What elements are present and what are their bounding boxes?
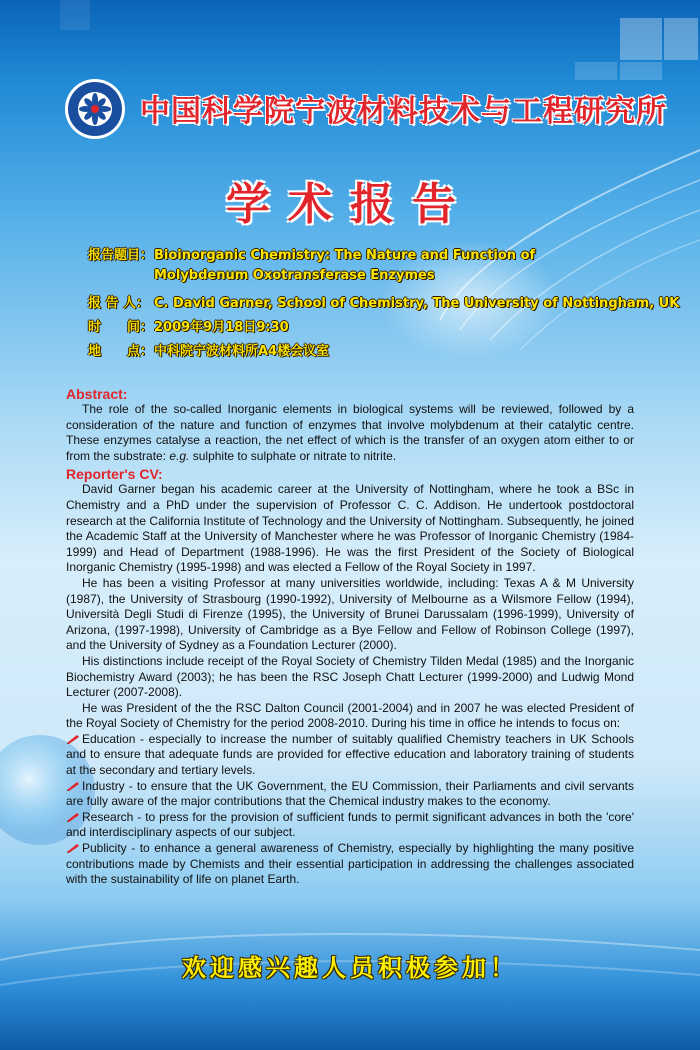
speaker-row bbox=[88, 292, 680, 316]
abstract-text bbox=[66, 402, 634, 464]
topic-label: 报告题目： bbox=[88, 248, 154, 263]
pencil-icon bbox=[66, 812, 80, 822]
focus-item-text: Industry - to ensure that the UK Government, the EU Commission, their Parliaments and civil servants are fully aware of the major contributions that the Chemical industry makes to the economy. bbox=[66, 778, 634, 809]
talk-info bbox=[88, 244, 680, 364]
focus-item-text: Education - especially to increase the number of suitably qualified Chemistry teachers in UK Schools and to ensure that adequate funds are provided for effective education and laboratory training of students at the secondary and tertiary levels. bbox=[66, 731, 634, 778]
speaker-label: 报 告 人： bbox=[88, 296, 150, 311]
place-row bbox=[88, 340, 648, 364]
focus-item-text: Publicity - to enhance a general awareness of Chemistry, especially by highlighting the many positive contributions made by Chemists and their essential participation in addressing the challenges associated with the sustainability of life on planet Earth. bbox=[66, 841, 634, 887]
abstract-body: The role of the so-called Inorganic elements in biological systems will be reviewed, followed by a consideration of the nature and function of enzymes that involve molybdenum at their catalytic centre. These enzymes catalyse a reaction, the net effect of which is the transfer of an oxygen atom either to or from the substrate: bbox=[66, 402, 634, 463]
speaker-value: C. David Garner, School of Chemistry, The University of Nottingham, UK bbox=[154, 296, 680, 311]
report-title: 学术报告 bbox=[226, 179, 474, 230]
time-label: 时 间： bbox=[88, 320, 154, 335]
focus-item-publicity bbox=[66, 841, 634, 888]
focus-item-research bbox=[66, 810, 634, 841]
topic-row-continued bbox=[88, 268, 648, 292]
focus-item-industry bbox=[66, 779, 634, 810]
place-label: 地 点： bbox=[88, 344, 154, 359]
abstract-heading: Abstract: bbox=[66, 386, 128, 402]
abstract-end: sulphite to sulphate or nitrate to nitrite. bbox=[189, 448, 397, 463]
pencil-icon bbox=[66, 843, 80, 853]
cas-logo-icon bbox=[64, 78, 126, 140]
topic-row bbox=[88, 244, 648, 268]
welcome-message: 欢迎感兴趣人员积极参加！ bbox=[182, 954, 518, 982]
topic-line-2: Molybdenum Oxotransferase Enzymes bbox=[154, 268, 435, 283]
time-row bbox=[88, 316, 648, 340]
poster-content bbox=[66, 386, 634, 888]
topic-line-1: Bioinorganic Chemistry: The Nature and Function of bbox=[154, 248, 536, 263]
cv-heading: Reporter's CV: bbox=[66, 466, 163, 483]
abstract-eg: e.g. bbox=[169, 448, 190, 463]
cv-paragraph: He was President of the the RSC Dalton Council (2001-2004) and in 2007 he was elected President of the Royal Society of Chemistry for the period 2008-2010. During his time in office he intends to focus on: bbox=[66, 700, 634, 731]
pencil-icon bbox=[66, 781, 80, 791]
focus-item-education bbox=[66, 732, 634, 779]
focus-item-text: Research - to press for the provision of sufficient funds to permit significant advances in both the 'core' and interdisciplinary aspects of our subject. bbox=[66, 809, 634, 840]
place-value: 中科院宁波材料所A4楼会议室 bbox=[154, 344, 330, 359]
organization-name: 中国科学院宁波材料技术与工程研究所 bbox=[140, 94, 667, 129]
cv-paragraph: David Garner began his academic career at the University of Nottingham, where he took a BSc in Chemistry and a PhD under the supervision of Professor C. C. Addison. He undertook postdoctoral research at the California Institute of Technology and the University of Nottingham. Subsequently, he joined the Academic Staff at the University of Manchester where he was Professor of Inorganic Chemistry (1984-1999) and Head of Department (1988-1996). He was the first President of the Society of Biological Inorganic Chemistry (1995-1998) and was elected a Fellow of the Royal Society in 1997. bbox=[66, 482, 634, 575]
pencil-icon bbox=[66, 734, 80, 744]
time-value: 2009年9月18日9:30 bbox=[154, 320, 289, 335]
cv-paragraph: He has been a visiting Professor at many universities worldwide, including: Texas A & M University (1987), the University of Strasbourg (1990-1992), University of Melbourne as a Wilsmore Fellow (1994), Università Degli Studi di Firenze (1995), the University of Brunei Darussalam (1996-1999), University of Arizona, (1997-1998), University of Cambridge as a Bye Fellow and Fellow of Robinson College (1997), and the University of Sydney as a Foundation Lecturer (2000). bbox=[66, 575, 634, 653]
cv-paragraph: His distinctions include receipt of the Royal Society of Chemistry Tilden Medal (1985) and the Inorganic Biochemistry Award (2003); he has been the RSC Joseph Chatt Lecturer (1999-2000) and Ludwig Mond Lecturer (2007-2008). bbox=[66, 653, 634, 700]
